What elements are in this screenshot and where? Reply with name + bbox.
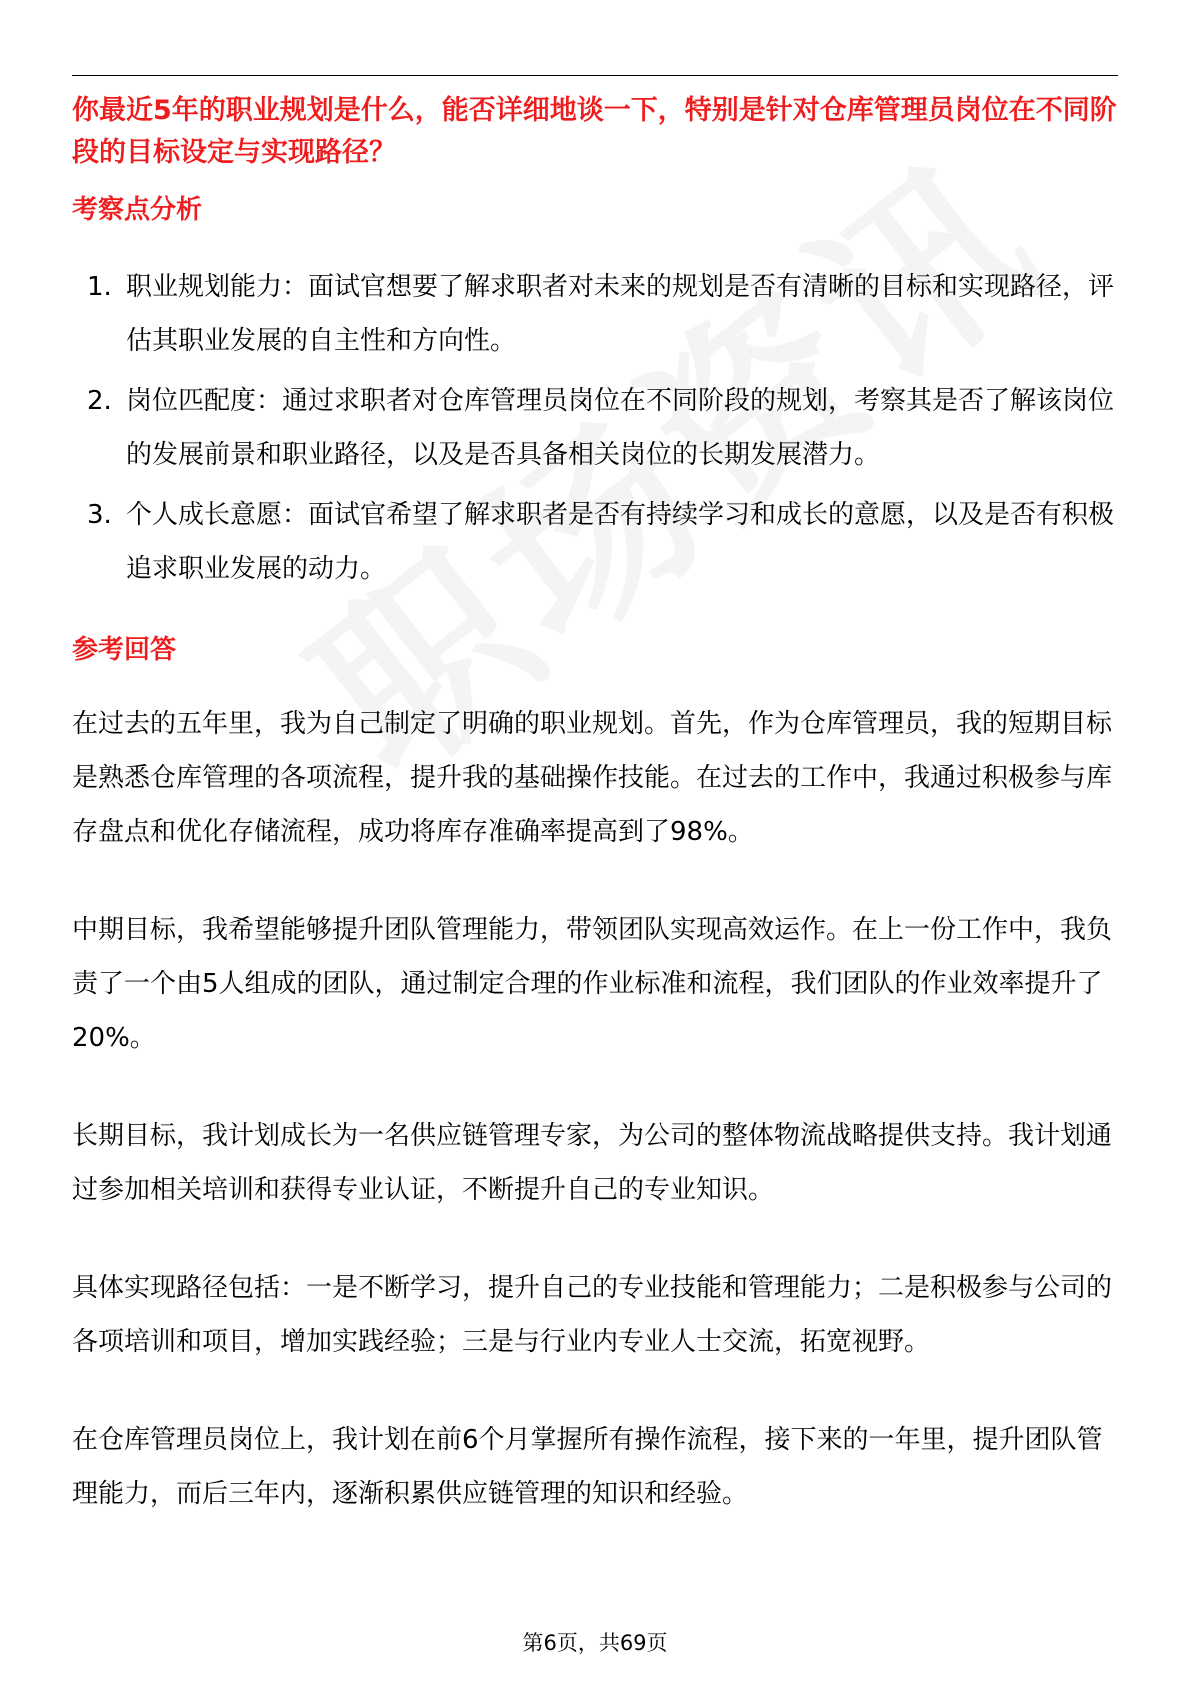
analysis-item-text: 个人成长意愿：面试官希望了解求职者是否有持续学习和成长的意愿，以及是否有积极追求职业发展的动力。 [126,500,1115,584]
answer-paragraph: 长期目标，我计划成长为一名供应链管理专家，为公司的整体物流战略提供支持。我计划通过参加相关培训和获得专业认证，不断提升自己的专业知识。 [72,1121,1113,1205]
answer-heading: 参考回答 [72,635,177,665]
analysis-list [72,260,1122,602]
analysis-item-number: 2. [87,386,112,416]
answer-paragraph: 具体实现路径包括：一是不断学习，提升自己的专业技能和管理能力；二是积极参与公司的各项培训和项目，增加实践经验；三是与行业内专业人士交流，拓宽视野。 [72,1273,1113,1357]
answer-paragraph: 中期目标，我希望能够提升团队管理能力，带领团队实现高效运作。在上一份工作中，我负责了一个由5人组成的团队，通过制定合理的作业标准和流程，我们团队的作业效率提升了20%。 [72,915,1113,1053]
analysis-item [72,488,1122,596]
analysis-item-number: 1. [87,272,112,302]
answer-paragraph: 在仓库管理员岗位上，我计划在前6个月掌握所有操作流程，接下来的一年里，提升团队管理能力，而后三年内，逐渐积累供应链管理的知识和经验。 [72,1425,1103,1509]
analysis-item-number: 3. [87,500,112,530]
answer-body [72,697,1122,1565]
analysis-heading: 考察点分析 [72,195,203,225]
analysis-item [72,374,1122,482]
page-number: 第6页，共69页 [522,1631,668,1655]
analysis-item [72,260,1122,368]
answer-paragraph: 在过去的五年里，我为自己制定了明确的职业规划。首先，作为仓库管理员，我的短期目标是熟悉仓库管理的各项流程，提升我的基础操作技能。在过去的工作中，我通过积极参与库存盘点和优化存储流程，成功将库存准确率提高到了98%。 [72,709,1113,847]
question-title: 你最近5年的职业规划是什么，能否详细地谈一下，特别是针对仓库管理员岗位在不同阶段的目标设定与实现路径？ [72,95,1117,168]
top-divider [72,75,1118,76]
analysis-item-text: 岗位匹配度：通过求职者对仓库管理员岗位在不同阶段的规划，考察其是否了解该岗位的发展前景和职业路径，以及是否具备相关岗位的长期发展潜力。 [126,386,1115,470]
analysis-item-text: 职业规划能力：面试官想要了解求职者对未来的规划是否有清晰的目标和实现路径，评估其职业发展的自主性和方向性。 [126,272,1115,356]
